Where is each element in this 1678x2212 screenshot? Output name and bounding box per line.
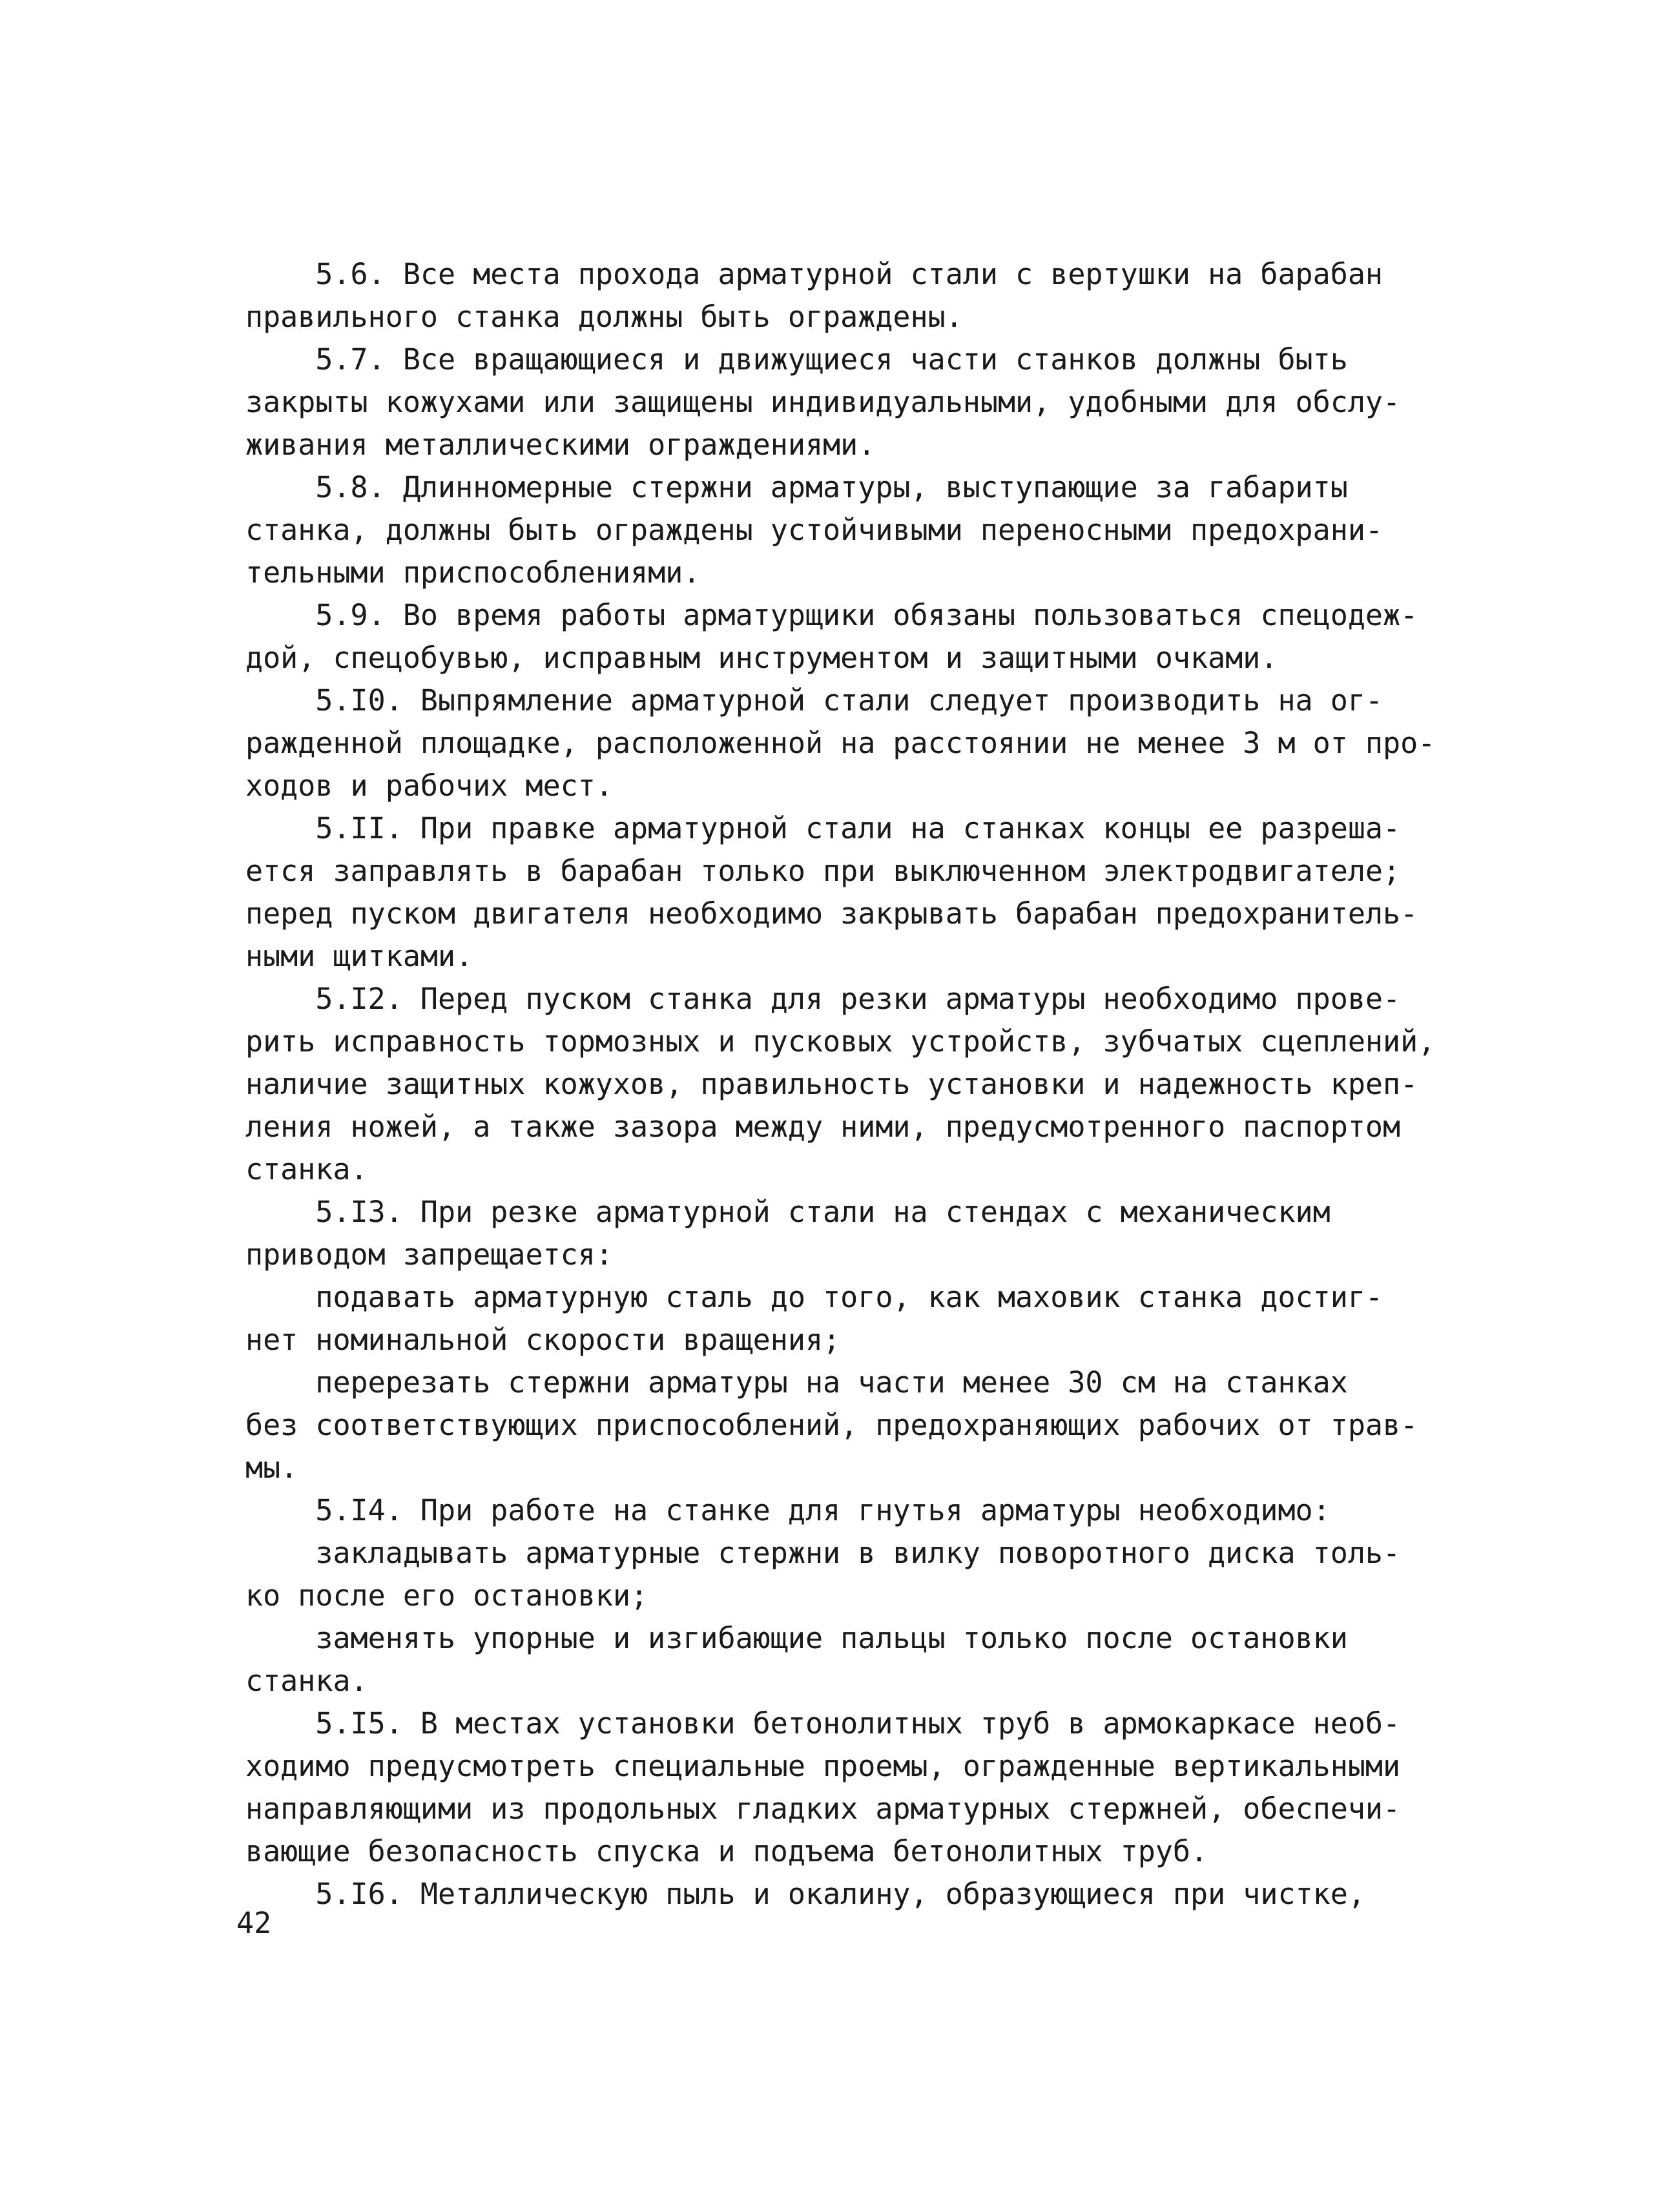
text-line: 5.I0. Выпрямление арматурной стали следует производить на ог- [245, 683, 1383, 718]
text-line: направляющими из продольных гладких арматурных стержней, обеспечи- [245, 1792, 1401, 1826]
text-line: приводом запрещается: [245, 1237, 613, 1272]
text-line: ными щитками. [245, 939, 473, 973]
text-line: мы. [245, 1451, 298, 1485]
text-line: перерезать стержни арматуры на части менее 30 см на станках [245, 1365, 1348, 1400]
page-number: 42 [236, 1906, 272, 1940]
text-line: ко после его остановки; [245, 1578, 648, 1613]
text-line: правильного станка должны быть ограждены. [245, 300, 963, 334]
text-line: 5.8. Длинномерные стержни арматуры, выступающие за габариты [245, 470, 1348, 504]
text-line: станка. [245, 1664, 368, 1698]
text-line: ходимо предусмотреть специальные проемы, огражденные вертикальными [245, 1749, 1401, 1783]
text-line: перед пуском двигателя необходимо закрывать барабан предохранитель- [245, 896, 1418, 931]
text-line: заменять упорные и изгибающие пальцы только после остановки [245, 1621, 1348, 1655]
text-line: подавать арматурную сталь до того, как маховик станка достиг- [245, 1280, 1383, 1314]
text-line: закладывать арматурные стержни в вилку поворотного диска толь- [245, 1536, 1401, 1570]
text-line: 5.I4. При работе на станке для гнутья арматуры необходимо: [245, 1493, 1331, 1527]
text-line: нет номинальной скорости вращения; [245, 1323, 841, 1357]
text-line: ления ножей, а также зазора между ними, предусмотренного паспортом [245, 1110, 1401, 1144]
text-line: 5.I2. Перед пуском станка для резки арматуры необходимо прове- [245, 982, 1401, 1016]
text-line: 5.6. Все места прохода арматурной стали с вертушки на барабан [245, 257, 1383, 291]
text-line: станка, должны быть ограждены устойчивыми переносными предохрани- [245, 513, 1383, 547]
text-line: 5.I6. Металлическую пыль и окалину, образующиеся при чистке, [245, 1877, 1365, 1911]
text-line: наличие защитных кожухов, правильность установки и надежность креп- [245, 1067, 1418, 1101]
text-line: 5.II. При правке арматурной стали на станках концы ее разреша- [245, 811, 1401, 845]
text-line: ходов и рабочих мест. [245, 769, 613, 803]
text-line: закрыты кожухами или защищены индивидуальными, удобными для обслу- [245, 385, 1401, 419]
text-line: тельными приспособлениями. [245, 555, 701, 590]
text-line: живания металлическими ограждениями. [245, 428, 876, 462]
text-line: 5.I3. При резке арматурной стали на стендах с механическим [245, 1195, 1331, 1229]
text-line: вающие безопасность спуска и подъема бетонолитных труб. [245, 1834, 1208, 1868]
text-line: ется заправлять в барабан только при выключенном электродвигателе; [245, 854, 1401, 888]
text-line: станка. [245, 1152, 368, 1186]
text-line: ражденной площадке, расположенной на расстоянии не менее 3 м от про- [245, 726, 1436, 760]
text-line: 5.I5. В местах установки бетонолитных труб в армокаркасе необ- [245, 1706, 1401, 1741]
text-line: рить исправность тормозных и пусковых устройств, зубчатых сцеплений, [245, 1024, 1436, 1059]
text-line: без соответствующих приспособлений, предохраняющих рабочих от трав- [245, 1408, 1418, 1442]
text-line: дой, спецобувью, исправным инструментом и защитными очками. [245, 641, 1278, 675]
text-line: 5.9. Во время работы арматурщики обязаны пользоваться спецодеж- [245, 598, 1418, 632]
text-line: 5.7. Все вращающиеся и движущиеся части станков должны быть [245, 342, 1348, 377]
